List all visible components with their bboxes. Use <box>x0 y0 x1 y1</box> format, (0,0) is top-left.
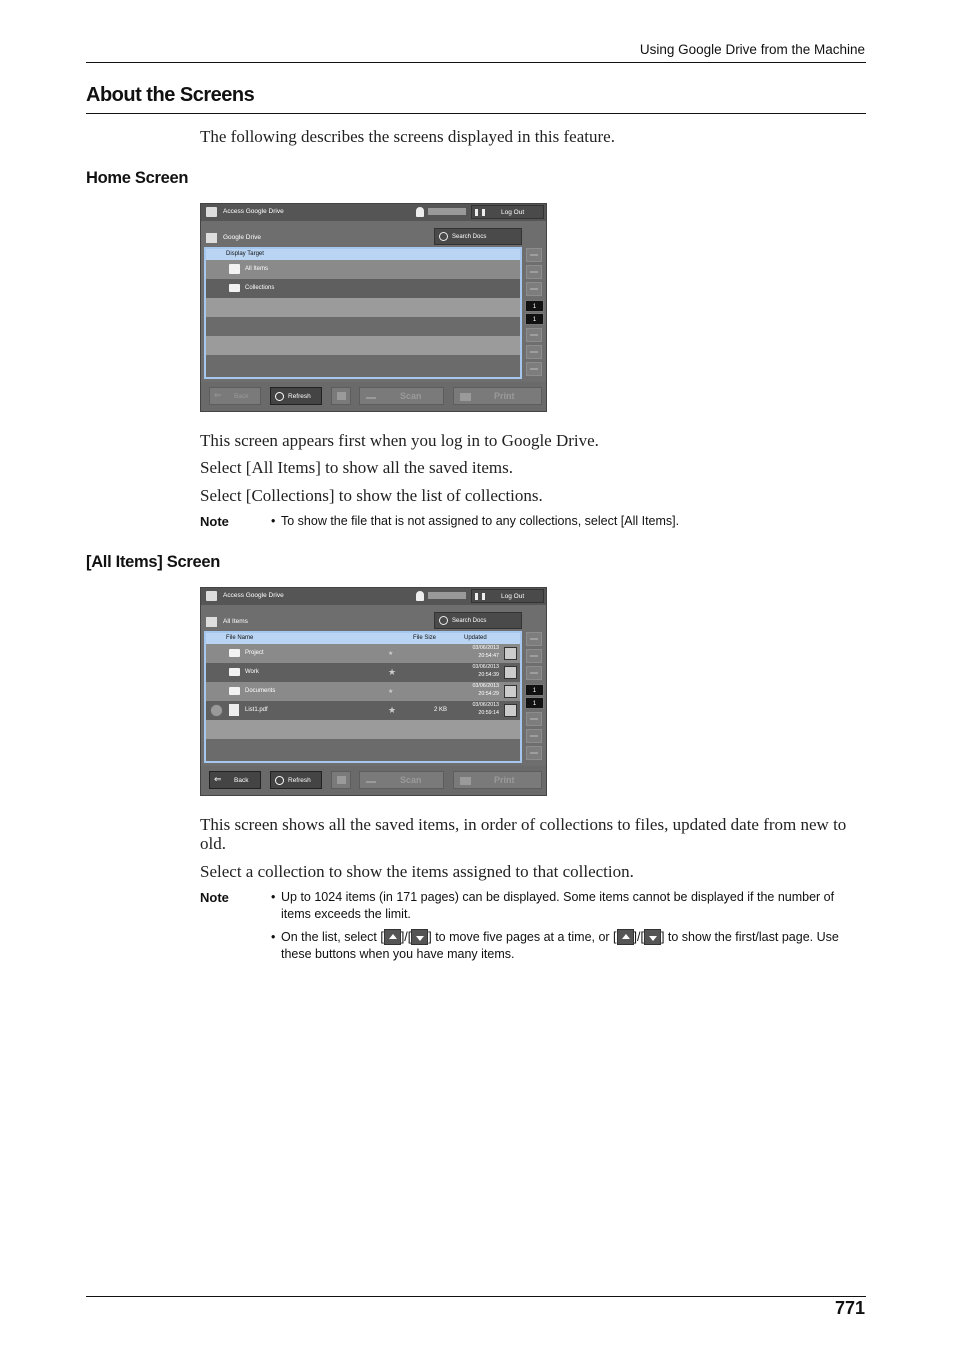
bullet: • <box>271 514 276 528</box>
refresh-button[interactable] <box>270 387 322 405</box>
header-rule <box>86 62 866 63</box>
properties-icon <box>337 776 346 784</box>
file-name: Work <box>245 669 259 675</box>
first-page-button[interactable] <box>526 632 542 646</box>
list-item-empty <box>206 336 520 355</box>
details-button[interactable] <box>504 666 517 679</box>
prev-five-pages-button[interactable] <box>526 649 542 663</box>
location-icon <box>206 617 217 627</box>
table-row-empty <box>206 720 520 739</box>
folder-icon <box>229 284 240 292</box>
details-button[interactable] <box>504 685 517 698</box>
scan-label: Scan <box>400 391 422 401</box>
note-2-part-4: ]/[ <box>633 930 644 944</box>
list-item-label: Collections <box>245 285 275 291</box>
printer-icon <box>460 777 471 785</box>
details-button[interactable] <box>504 704 517 717</box>
refresh-icon <box>275 392 284 401</box>
home-screen-heading: Home Screen <box>86 169 189 187</box>
logout-label: Log Out <box>501 209 525 216</box>
star-icon: ★ <box>388 705 397 715</box>
scan-button[interactable] <box>359 771 444 789</box>
location-label: Google Drive <box>223 234 261 241</box>
bullet: • <box>271 890 276 904</box>
properties-button[interactable] <box>331 771 351 789</box>
all-items-paragraph-1: This screen shows all the saved items, in order of collections to files, updated date from new to old. <box>200 815 847 853</box>
back-label: Back <box>234 777 249 784</box>
table-row[interactable] <box>206 663 520 682</box>
page-total: 1 <box>525 697 544 709</box>
search-docs-button[interactable] <box>434 612 522 629</box>
file-list <box>204 631 522 763</box>
home-screen-mockup <box>200 203 547 412</box>
updated-date: 03/06/2013 <box>472 702 499 708</box>
list-item-all-items[interactable] <box>206 260 520 279</box>
print-button[interactable] <box>453 771 542 789</box>
search-icon <box>439 232 448 241</box>
list-item-empty <box>206 317 520 336</box>
screen-title: Access Google Drive <box>223 592 284 599</box>
pdf-file-icon <box>229 704 239 716</box>
prev-five-pages-button[interactable] <box>526 265 542 279</box>
refresh-label: Refresh <box>288 777 311 784</box>
scan-label: Scan <box>400 775 422 785</box>
updated-cell <box>464 702 499 717</box>
refresh-icon <box>275 776 284 785</box>
all-items-screen-mockup <box>200 587 547 796</box>
screen-title-bar <box>201 588 546 605</box>
page-current: 1 <box>525 300 544 312</box>
star-icon: ★ <box>388 651 394 657</box>
home-note-label: Note <box>200 514 229 529</box>
logout-button[interactable] <box>471 589 544 603</box>
table-row[interactable] <box>206 701 520 720</box>
details-button[interactable] <box>504 647 517 660</box>
file-size: 2 KB <box>434 707 448 713</box>
back-arrow-icon: ⇐ <box>214 774 222 784</box>
updated-date: 03/06/2013 <box>472 683 499 689</box>
all-items-note-1 <box>271 889 867 923</box>
search-docs-label: Search Docs <box>452 618 487 624</box>
footer-rule <box>86 1296 866 1297</box>
display-target-list <box>204 247 522 379</box>
next-five-pages-button[interactable] <box>526 729 542 743</box>
first-page-button[interactable] <box>526 248 542 262</box>
screen-action-bar <box>201 382 546 411</box>
prev-page-button[interactable] <box>526 666 542 680</box>
print-button[interactable] <box>453 387 542 405</box>
home-paragraph-1: This screen appears first when you log in to Google Drive. <box>200 431 599 450</box>
user-name-redacted <box>428 592 466 599</box>
page-number: 771 <box>834 1298 865 1318</box>
search-icon <box>439 616 448 625</box>
last-page-button[interactable] <box>526 746 542 760</box>
printer-icon <box>460 393 471 401</box>
location-label: All Items <box>223 618 248 625</box>
next-page-button[interactable] <box>526 712 542 726</box>
list-item-label: All Items <box>245 266 269 272</box>
minus-five-pages-icon <box>384 929 401 945</box>
home-paragraph-3: Select [Collections] to show the list of collections. <box>200 486 543 505</box>
user-icon <box>416 207 424 217</box>
list-header <box>206 249 520 260</box>
google-drive-app-icon <box>206 591 217 601</box>
back-label: Back <box>234 393 249 400</box>
google-drive-app-icon <box>206 207 217 217</box>
updated-time: 20:54:39 <box>478 671 499 678</box>
last-page-button[interactable] <box>526 362 542 376</box>
logout-button[interactable] <box>471 205 544 219</box>
updated-date: 03/06/2013 <box>472 664 499 670</box>
scan-icon <box>366 397 376 399</box>
back-arrow-icon: ⇐ <box>214 390 222 400</box>
logout-icon <box>475 209 485 216</box>
page-current: 1 <box>525 684 544 696</box>
screen-title-bar <box>201 204 546 221</box>
home-note-item <box>271 513 867 530</box>
star-icon: ★ <box>388 689 394 695</box>
table-row[interactable] <box>206 682 520 701</box>
bullet: • <box>271 930 276 944</box>
all-items-note-2 <box>271 929 867 963</box>
star-icon: ★ <box>388 667 397 677</box>
home-paragraph-2: Select [All Items] to show all the saved items. <box>200 458 514 477</box>
note-2-part-5: ] to show the first/last page. Use these buttons when you have many items. <box>281 930 839 961</box>
scan-button[interactable] <box>359 387 444 405</box>
note-2-part-3: ] to move five pages at a time, or [ <box>428 930 617 944</box>
section-rule <box>86 113 866 114</box>
all-items-heading: [All Items] Screen <box>86 553 220 571</box>
search-docs-button[interactable] <box>434 228 522 245</box>
refresh-button[interactable] <box>270 771 322 789</box>
user-icon <box>416 591 424 601</box>
file-name: List1.pdf <box>245 707 268 713</box>
back-button[interactable] <box>209 387 261 405</box>
logout-icon <box>475 593 485 600</box>
updated-date: 03/06/2013 <box>472 645 499 651</box>
properties-button[interactable] <box>331 387 351 405</box>
column-file-size[interactable]: File Size <box>413 635 437 641</box>
next-five-pages-button[interactable] <box>526 345 542 359</box>
column-file-name[interactable]: File Name <box>226 635 254 641</box>
refresh-label: Refresh <box>288 393 311 400</box>
updated-cell <box>464 664 499 679</box>
file-name: Documents <box>245 688 276 694</box>
print-label: Print <box>494 391 515 401</box>
table-row[interactable] <box>206 644 520 663</box>
search-docs-label: Search Docs <box>452 234 487 240</box>
note-2-text <box>271 929 867 963</box>
scan-icon <box>366 781 376 783</box>
print-label: Print <box>494 775 515 785</box>
all-items-icon <box>229 264 240 274</box>
next-page-button[interactable] <box>526 328 542 342</box>
note-2-part-1: On the list, select [ <box>281 930 384 944</box>
updated-cell <box>464 683 499 698</box>
column-updated[interactable]: Updated <box>464 635 487 641</box>
back-button[interactable] <box>209 771 261 789</box>
user-name-redacted <box>428 208 466 215</box>
updated-time: 20:54:47 <box>478 652 499 659</box>
file-name: Project <box>245 650 264 656</box>
list-item-empty <box>206 355 520 379</box>
last-page-icon <box>644 929 661 945</box>
first-page-icon <box>617 929 634 945</box>
updated-time: 20:59:14 <box>478 709 499 716</box>
folder-icon <box>229 649 240 657</box>
select-radio[interactable] <box>210 704 223 717</box>
running-header: Using Google Drive from the Machine <box>639 42 865 57</box>
properties-icon <box>337 392 346 400</box>
folder-icon <box>229 668 240 676</box>
display-target-label: Display Target <box>226 251 264 257</box>
home-note-text: To show the file that is not assigned to any collections, select [All Items]. <box>281 514 680 528</box>
list-item-collections[interactable] <box>206 279 520 298</box>
all-items-note-label: Note <box>200 890 229 905</box>
note-1-text: Up to 1024 items (in 171 pages) can be displayed. Some items cannot be displayed if the number of items exceeds the limit. <box>281 890 835 921</box>
folder-icon <box>229 687 240 695</box>
all-items-paragraph-2: Select a collection to show the items assigned to that collection. <box>200 862 634 881</box>
screen-title: Access Google Drive <box>223 208 284 215</box>
table-row-empty <box>206 739 520 763</box>
section-title: About the Screens <box>86 84 255 106</box>
screen-action-bar <box>201 766 546 795</box>
updated-time: 20:54:29 <box>478 690 499 697</box>
list-header <box>206 633 520 644</box>
note-2-part-2: ]/[ <box>400 930 412 944</box>
list-item-empty <box>206 298 520 317</box>
plus-five-pages-icon <box>411 929 428 945</box>
intro-paragraph: The following describes the screens displayed in this feature. <box>200 127 615 146</box>
prev-page-button[interactable] <box>526 282 542 296</box>
location-icon <box>206 233 217 243</box>
page-total: 1 <box>525 313 544 325</box>
updated-cell <box>464 645 499 660</box>
logout-label: Log Out <box>501 593 525 600</box>
